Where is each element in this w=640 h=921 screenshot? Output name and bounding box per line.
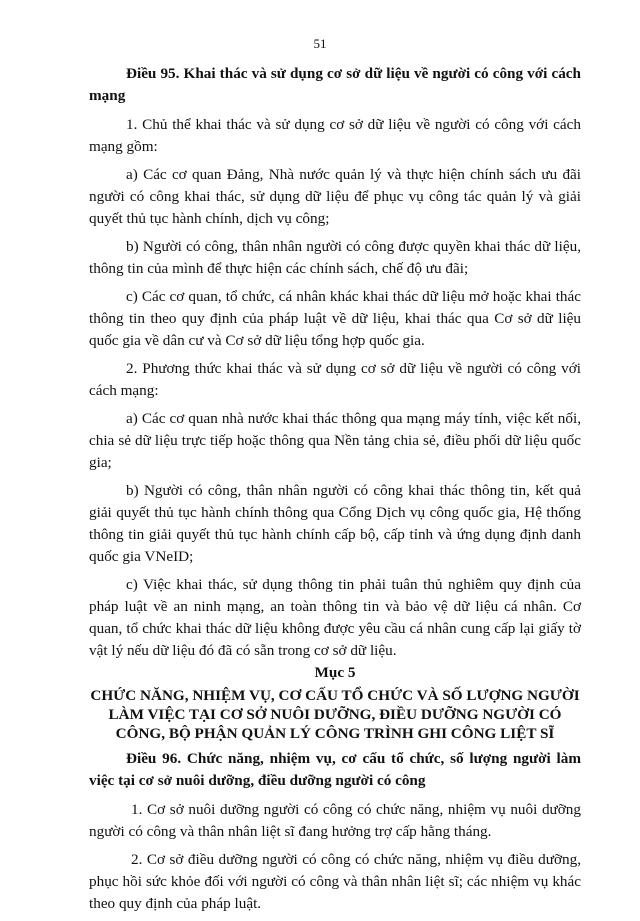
- article-95-clause-1b: b) Người có công, thân nhân người có công được quyền khai thác dữ liệu, thông tin của mình để thực hiện các chính sách, chế độ ưu đãi;: [89, 238, 581, 277]
- article-95-heading: Điều 95. Khai thác và sử dụng cơ sở dữ liệu về người có công với cách mạng: [89, 65, 581, 104]
- article-95-clause-2a: a) Các cơ quan nhà nước khai thác thông qua mạng máy tính, việc kết nối, chia sẻ dữ liệu trực tiếp hoặc thông qua Nền tảng chia sẻ, điều phối dữ liệu quốc gia;: [89, 410, 581, 471]
- article-95-clause-1a: a) Các cơ quan Đảng, Nhà nước quản lý và thực hiện chính sách ưu đãi người có công khai thác, sử dụng dữ liệu để phục vụ công tác quản lý và giải quyết thủ tục hành chính, dịch vụ công;: [89, 166, 581, 227]
- article-95-clause-1: 1. Chủ thể khai thác và sử dụng cơ sở dữ liệu về người có công với cách mạng gồm:: [89, 116, 581, 155]
- article-96-heading: Điều 96. Chức năng, nhiệm vụ, cơ cấu tổ chức, số lượng người làm việc tại cơ sở nuôi dưỡng, điều dưỡng người có công: [89, 750, 581, 789]
- page-content: [89, 63, 581, 921]
- article-95-clause-2b: b) Người có công, thân nhân người có công khai thác thông tin, kết quả giải quyết thủ tục hành chính thông qua Cổng Dịch vụ công quốc gia, Hệ thống thông tin giải quyết thủ tục hành chính cấp bộ, cấp tỉnh và ứng dụng định danh quốc gia VNeID;: [89, 482, 581, 565]
- section-label: Mục 5: [314, 664, 356, 681]
- page-number: 51: [313, 36, 327, 51]
- article-95-clause-1c: c) Các cơ quan, tổ chức, cá nhân khác khai thác dữ liệu mở hoặc khai thác thông tin theo quy định của pháp luật về dữ liệu, khai thác qua Cơ sở dữ liệu quốc gia về dân cư và Cơ sở dữ liệu tổng hợp quốc gia.: [89, 288, 581, 349]
- section-title: CHỨC NĂNG, NHIỆM VỤ, CƠ CẤU TỔ CHỨC VÀ SỐ LƯỢNG NGƯỜI LÀM VIỆC TẠI CƠ SỞ NUÔI DƯỠNG, ĐIỀU DƯỠNG NGƯỜI CÓ CÔNG, BỘ PHẬN QUẢN LÝ CÔNG TRÌNH GHI CÔNG LIỆT SĨ: [90, 687, 580, 742]
- article-95-clause-2c: c) Việc khai thác, sử dụng thông tin phải tuân thủ nghiêm quy định của pháp luật về an ninh mạng, an toàn thông tin và bảo vệ dữ liệu cá nhân. Cơ quan, tổ chức khai thác dữ liệu không được yêu cầu cá nhân cung cấp lại giấy tờ vật lý nếu dữ liệu đó đã có sẵn trong cơ sở dữ liệu.: [89, 576, 581, 659]
- article-96-clause-2: 2. Cơ sở điều dưỡng người có công có chức năng, nhiệm vụ điều dưỡng, phục hồi sức khỏe đối với người có công và thân nhân liệt sĩ; các nhiệm vụ khác theo quy định của pháp luật.: [89, 851, 581, 912]
- article-95-clause-2: 2. Phương thức khai thác và sử dụng cơ sở dữ liệu về người có công với cách mạng:: [89, 360, 581, 399]
- article-96-clause-1: 1. Cơ sở nuôi dưỡng người có công có chức năng, nhiệm vụ nuôi dưỡng người có công và thân nhân liệt sĩ đang hưởng trợ cấp hằng tháng.: [89, 801, 581, 840]
